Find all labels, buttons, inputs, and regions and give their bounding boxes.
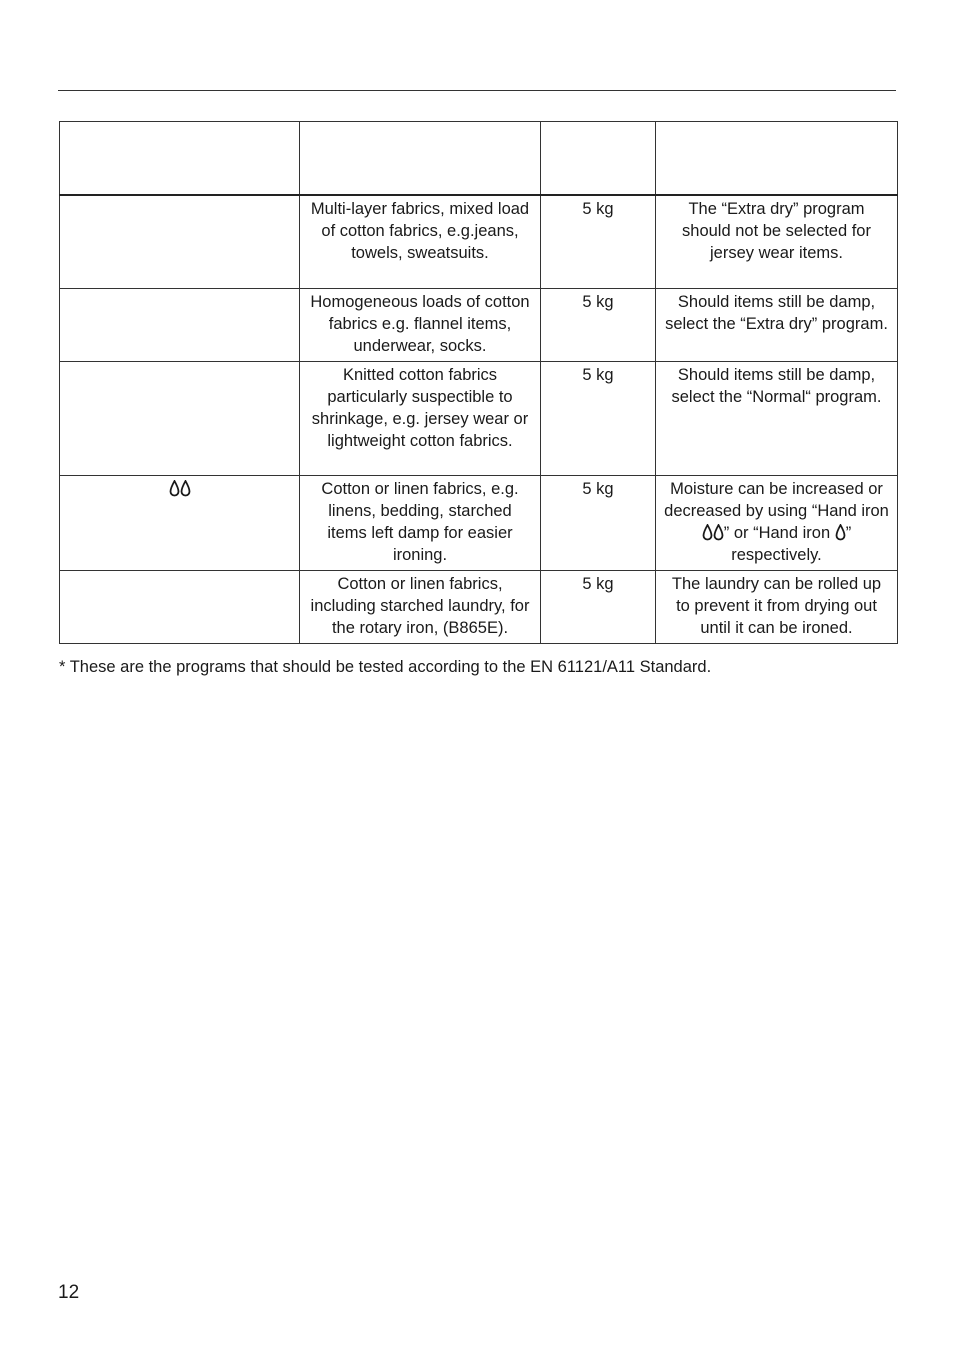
table-row (60, 195, 898, 289)
table-row (60, 362, 898, 476)
header-cell-program (60, 122, 300, 196)
table-header-row (60, 122, 898, 196)
double-drop-icon (702, 524, 724, 541)
table-row (60, 571, 898, 644)
header-rule (58, 90, 896, 91)
note-cell (656, 476, 898, 571)
fabric-cell: Cotton or linen fabrics, e.g. linens, bedding, starched items left damp for easier ironing. (300, 476, 541, 571)
fabric-cell: Knitted cotton fabrics particularly suspectible to shrinkage, e.g. jersey wear or lightweight cotton fabrics. (300, 362, 541, 476)
program-cell (60, 476, 300, 571)
fabric-cell: Cotton or linen fabrics, including starched laundry, for the rotary iron, (B865E). (300, 571, 541, 644)
table-row (60, 476, 898, 571)
fabric-cell: Multi-layer fabrics, mixed load of cotton fabrics, e.g.jeans, towels, sweatsuits. (300, 195, 541, 289)
program-cell (60, 289, 300, 362)
program-cell (60, 195, 300, 289)
table-row (60, 289, 898, 362)
header-cell-fabric (300, 122, 541, 196)
note-text: ” or “Hand iron (723, 524, 835, 542)
program-cell (60, 571, 300, 644)
header-cell-note (656, 122, 898, 196)
double-drop-icon (169, 480, 191, 497)
load-cell: 5 kg (541, 195, 656, 289)
footnote: * These are the programs that should be tested according to the EN 61121/A11 Standard. (59, 658, 712, 676)
single-drop-icon (835, 524, 846, 541)
program-cell (60, 362, 300, 476)
header-cell-load (541, 122, 656, 196)
load-cell: 5 kg (541, 289, 656, 362)
note-cell: The “Extra dry” program should not be selected for jersey wear items. (656, 195, 898, 289)
fabric-cell: Homogeneous loads of cotton fabrics e.g. flannel items, underwear, socks. (300, 289, 541, 362)
note-cell: The laundry can be rolled up to prevent it from drying out until it can be ironed. (656, 571, 898, 644)
load-cell: 5 kg (541, 476, 656, 571)
note-cell: Should items still be damp, select the “Normal“ program. (656, 362, 898, 476)
note-cell: Should items still be damp, select the “Extra dry” program. (656, 289, 898, 362)
drying-programs-table (59, 121, 898, 644)
load-cell: 5 kg (541, 362, 656, 476)
load-cell: 5 kg (541, 571, 656, 644)
note-text: ” respectively. (731, 524, 852, 564)
note-text: Moisture can be increased or decreased by using “Hand iron (664, 480, 889, 520)
page-number: 12 (58, 1282, 80, 1303)
